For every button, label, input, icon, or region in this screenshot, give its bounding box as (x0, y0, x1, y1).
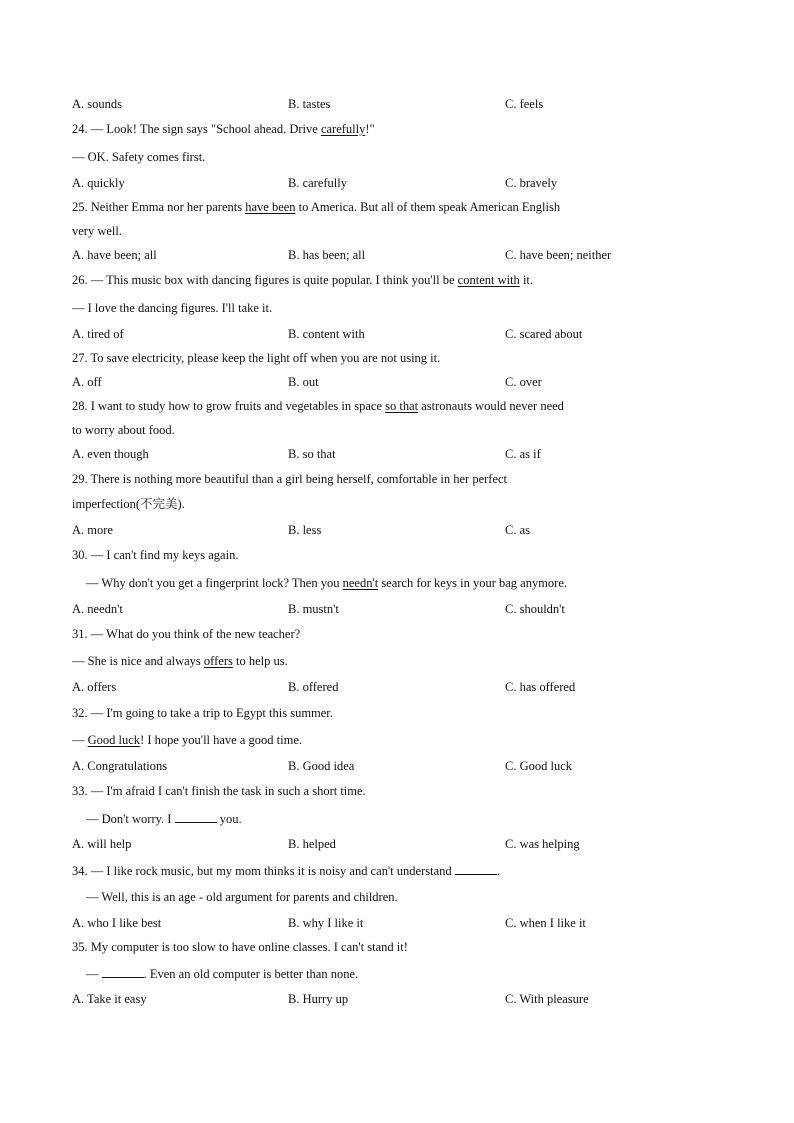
question-text-line (72, 121, 375, 137)
answer-blank (102, 965, 144, 978)
answer-blank (455, 862, 497, 875)
answer-option-c: C. has offered (505, 680, 576, 694)
underlined-phrase: offers (203, 654, 233, 668)
text-segment: 35. My computer is too slow to have online classes. I can't stand it! (72, 940, 408, 954)
question-text-line (72, 199, 560, 215)
answer-option-a: A. even though (72, 447, 149, 461)
answer-option-c: C. Good luck (505, 759, 573, 773)
answer-option-b: B. out (288, 375, 319, 389)
answer-option-b: B. Good idea (288, 759, 355, 773)
answer-option-a: A. who I like best (72, 916, 162, 930)
answer-option-a: A. will help (72, 837, 132, 851)
text-segment: — Well, this is an age - old argument for parents and children. (86, 890, 398, 904)
text-segment: . (496, 864, 500, 878)
text-segment: 24. — Look! The sign says "School ahead. Drive (72, 122, 321, 136)
question-text-line (72, 398, 564, 414)
question-text-line (86, 575, 567, 591)
answer-option-a: A. sounds (72, 97, 123, 111)
text-segment: it. (519, 273, 534, 287)
text-segment: 30. — I can't find my keys again. (72, 548, 239, 562)
question-text-line (72, 547, 238, 563)
text-segment: 33. — I'm afraid I can't finish the task in such a short time. (72, 784, 366, 798)
text-segment: 27. To save electricity, please keep the light off when you are not using it. (72, 351, 441, 365)
answer-option-b: B. why I like it (288, 916, 364, 930)
answer-option-a: A. offers (72, 680, 117, 694)
question-text-line (72, 149, 205, 165)
question-text-line (72, 783, 366, 799)
question-text-line (72, 705, 333, 721)
underlined-phrase: needn't (342, 576, 379, 590)
text-segment: 31. — What do you think of the new teacher? (72, 627, 301, 641)
underlined-phrase: Good luck (87, 733, 141, 747)
answer-option-b: B. content with (288, 327, 365, 341)
underlined-phrase: content with (457, 273, 520, 287)
answer-option-a: A. quickly (72, 176, 125, 190)
text-segment: — (86, 967, 102, 981)
answer-option-b: B. so that (288, 447, 336, 461)
text-segment: . Even an old computer is better than none. (143, 967, 359, 981)
answer-option-c: C. bravely (505, 176, 558, 190)
question-text-line (72, 272, 533, 288)
answer-option-a: A. Take it easy (72, 992, 147, 1006)
question-text-line (72, 422, 175, 438)
answer-option-a: A. off (72, 375, 102, 389)
answer-option-c: C. have been; neither (505, 248, 612, 262)
answer-option-b: B. Hurry up (288, 992, 349, 1006)
text-segment: — Don't worry. I (86, 812, 175, 826)
answer-option-b: B. helped (288, 837, 336, 851)
answer-option-b: B. tastes (288, 97, 331, 111)
answer-option-c: C. over (505, 375, 542, 389)
text-segment: ! I hope you'll have a good time. (140, 733, 302, 747)
answer-option-c: C. scared about (505, 327, 583, 341)
answer-option-b: B. offered (288, 680, 339, 694)
text-segment: 28. I want to study how to grow fruits and vegetables in space (72, 399, 386, 413)
answer-option-a: A. needn't (72, 602, 123, 616)
text-segment: 32. — I'm going to take a trip to Egypt this summer. (72, 706, 333, 720)
question-text-line (72, 223, 122, 239)
text-segment: 25. Neither Emma nor her parents (72, 200, 246, 214)
text-segment: you. (216, 812, 242, 826)
text-segment: !" (365, 122, 375, 136)
text-segment: to America. But all of them speak American English (295, 200, 561, 214)
question-text-line (72, 732, 302, 748)
question-text-line (86, 810, 242, 827)
question-text-line (86, 889, 398, 905)
answer-option-c: C. as if (505, 447, 541, 461)
answer-option-b: B. carefully (288, 176, 348, 190)
question-text-line (72, 350, 440, 366)
text-segment: to help us. (232, 654, 288, 668)
answer-option-c: C. was helping (505, 837, 580, 851)
answer-option-c: C. when I like it (505, 916, 586, 930)
answer-option-b: B. less (288, 523, 322, 537)
question-text-line (72, 626, 300, 642)
text-segment: to worry about food. (72, 423, 175, 437)
text-segment: imperfection(不完美). (72, 497, 185, 511)
text-segment: — (72, 733, 88, 747)
question-text-line (72, 862, 500, 879)
question-text-line (72, 939, 408, 955)
answer-option-a: A. have been; all (72, 248, 157, 262)
question-text-line (72, 300, 272, 316)
underlined-phrase: carefully (320, 122, 366, 136)
text-segment: — OK. Safety comes first. (72, 150, 206, 164)
text-segment: 34. — I like rock music, but my mom thinks it is noisy and can't understand (72, 864, 455, 878)
underlined-phrase: so that (385, 399, 419, 413)
question-text-line (72, 653, 288, 669)
answer-option-c: C. as (505, 523, 530, 537)
answer-option-c: C. With pleasure (505, 992, 589, 1006)
answer-option-c: C. feels (505, 97, 544, 111)
question-text-line (72, 496, 185, 512)
text-segment: 26. — This music box with dancing figures is quite popular. I think you'll be (72, 273, 458, 287)
answer-option-a: A. more (72, 523, 113, 537)
text-segment: search for keys in your bag anymore. (378, 576, 568, 590)
question-text-line (86, 965, 358, 982)
text-segment: very well. (72, 224, 122, 238)
underlined-phrase: have been (245, 200, 296, 214)
question-text-line (72, 471, 507, 487)
text-segment: — I love the dancing figures. I'll take it. (72, 301, 273, 315)
answer-option-b: B. mustn't (288, 602, 339, 616)
answer-option-b: B. has been; all (288, 248, 366, 262)
text-segment: 29. There is nothing more beautiful than a girl being herself, comfortable in her perfect (72, 472, 508, 486)
answer-option-a: A. tired of (72, 327, 124, 341)
answer-option-a: A. Congratulations (72, 759, 168, 773)
text-segment: — She is nice and always (72, 654, 204, 668)
answer-blank (175, 810, 217, 823)
text-segment: — Why don't you get a fingerprint lock? Then you (86, 576, 343, 590)
text-segment: astronauts would never need (418, 399, 564, 413)
answer-option-c: C. shouldn't (505, 602, 565, 616)
